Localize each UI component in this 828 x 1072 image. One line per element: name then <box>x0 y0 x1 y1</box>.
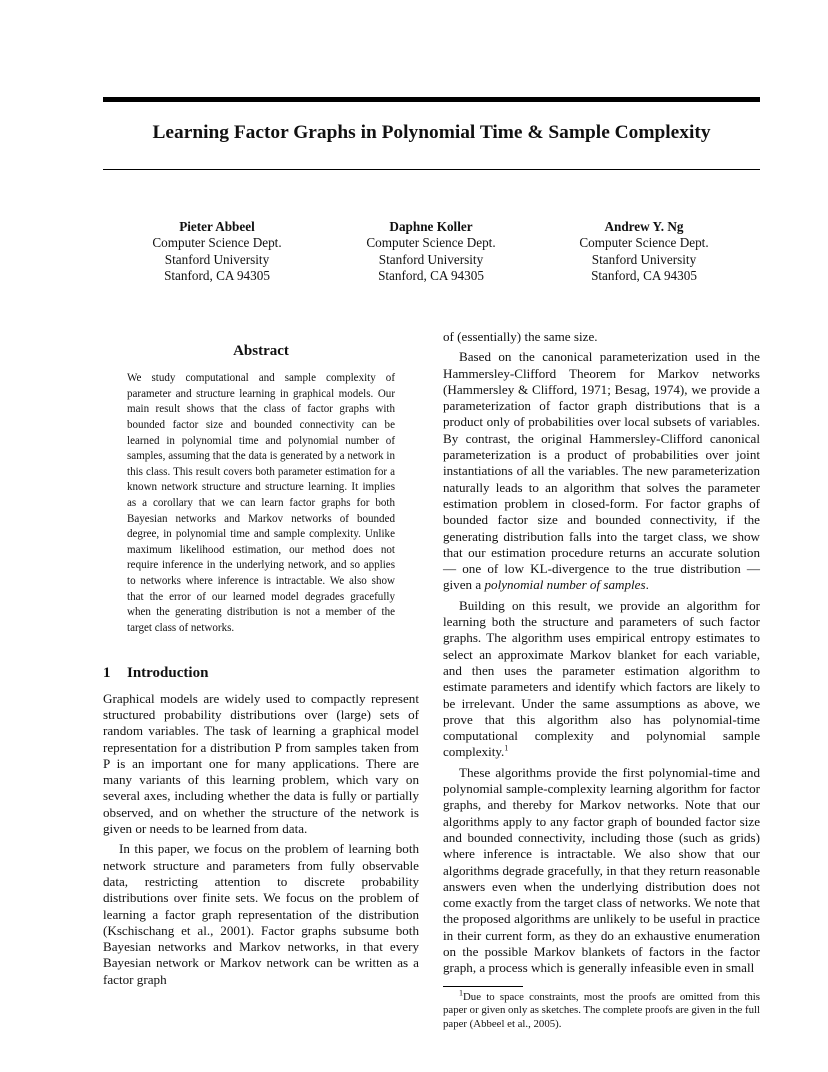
author-address: Stanford, CA 94305 <box>164 267 270 283</box>
paper-title: Learning Factor Graphs in Polynomial Time & Sample Complexity <box>152 122 711 143</box>
abstract-body: We study computational and sample complexity of parameter and structure learning in graphical models. Our main result shows that the class of factor graphs with bounded factor size and bounded connectivity can be learned in polynomial time and polynomial number of samples, assuming that the data is generated by a network in this class. This result covers both parameter estimation for a known network structure and structure learning. It implies as a corollary that we can learn factor graphs for both Bayesian networks and Markov networks of bounded degree, in polynomial time and sample complexity. Unlike maximum likelihood estimation, our method does not require inference in the underlying network, and so applies to networks where inference is intractable. We also show that the error of our learned model degrades gracefully when the generating distribution is not a member of the target class of networks. <box>127 372 395 634</box>
author-block-2 <box>331 219 531 284</box>
author-address: Stanford, CA 94305 <box>378 267 484 283</box>
author-address: Stanford, CA 94305 <box>591 267 697 283</box>
section-title: Introduction <box>127 665 209 682</box>
paragraph-text: Based on the canonical parameterization used in the Hammersley-Clifford Theorem for Markov networks (Hammersley & Clifford, 1971; Besag, 1974), we provide a parameterization of factor graph distributions that is a product only of probabilities over local subsets of variables. By contrast, the original Hammersley-Clifford canonical parameterization is a product of probabilities over joint instantiations of all the variables. The new parameterization naturally leads to an algorithm that solves the parameter estimation problem in closed-form. For factor graphs of bounded factor size and bounded connectivity, if the generating distribution falls into the target class, we show that our estimation procedure returns an accurate solution — one of low KL-divergence to the true distribution — given a <box>443 349 760 593</box>
abstract-heading: Abstract <box>233 343 289 359</box>
emphasis-text: polynomial number of samples <box>484 577 646 593</box>
author-block-3 <box>544 219 744 284</box>
body-paragraph-algorithms: These algorithms provide the first polynomial-time and polynomial sample-complexity learning algorithm for factor graphs, and thereby for Markov networks. Note that our algorithms apply to any factor graph of bounded factor size and bounded connectivity, including those (such as grids) where inference is intractable. We also show that our algorithms degrade gracefully, in that they return reasonable answers even when the underlying distribution does not come exactly from the target class of networks. We note that the proposed algorithms are unlikely to be useful in practice in their current form, as they do an exhaustive enumeration on the possible Markov blankets of factors in the factor graph, a process which is generally infeasible even in small <box>443 764 760 976</box>
footnote-text: Due to space constraints, most the proofs are omitted from this paper or given only as sketches. The complete proofs are given in the full paper (Abbeel et al., 2005). <box>443 990 761 1030</box>
footnote-marker[interactable]: 1 <box>504 744 509 754</box>
author-name: Pieter Abbeel <box>179 219 255 234</box>
left-column <box>103 343 419 992</box>
section-heading-introduction <box>103 665 419 681</box>
author-dept: Computer Science Dept. <box>366 235 496 251</box>
continued-paragraph: of (essentially) the same size. <box>443 329 598 344</box>
paragraph-text: Building on this result, we provide an algorithm for learning both the structure and parameters of such factor graphs. The algorithm uses empirical entropy estimates to select an approximate Markov blanket for each variable, and then uses the parameter estimation algorithm to estimate parameters and identify which factors are likely to be irrelevant. Under the same assumptions as above, we prove that this algorithm also has polynomial-time computational complexity and polynomial sample complexity. <box>443 597 760 760</box>
section-number: 1 <box>103 665 111 682</box>
author-university: Stanford University <box>164 251 270 267</box>
author-dept: Computer Science Dept. <box>152 235 282 251</box>
header-top-rule <box>103 97 760 102</box>
intro-paragraph-1: Graphical models are widely used to compactly represent structured probability distributions over (large) sets of random variables. The task of learning a graphical model representation for a distribution P from samples taken from P is an important one for many applications. There are many variants of this learning problem, which vary on several axes, including whether the data is fully or partially observed, and on whether the structure of the network is given or needs to be learned from data. <box>103 690 419 837</box>
author-university: Stanford University <box>378 251 484 267</box>
header-bottom-rule <box>103 169 760 170</box>
body-paragraph-structure-learning <box>443 598 760 761</box>
author-name: Daphne Koller <box>389 219 473 234</box>
author-name: Andrew Y. Ng <box>604 219 684 234</box>
footnote-number: 1 <box>459 987 463 997</box>
right-column <box>443 329 760 1032</box>
paragraph-end: . <box>645 577 649 593</box>
author-dept: Computer Science Dept. <box>579 235 709 251</box>
footnote <box>443 987 761 1032</box>
intro-paragraph-2: In this paper, we focus on the problem of learning both network structure and parameters from fully observable data, restricting attention to discrete probability distributions over finite sets. We focus on the problem of learning a factor graph representation of the distribution (Kschischang et al., 2001). Factor graphs subsume both Bayesian networks and Markov networks, in that every Bayesian network or Markov network can be written as a factor graph <box>103 841 419 987</box>
body-paragraph-parameterization <box>443 349 760 593</box>
author-university: Stanford University <box>591 251 697 267</box>
footnote-rule <box>443 986 523 987</box>
author-block-1 <box>117 219 317 284</box>
